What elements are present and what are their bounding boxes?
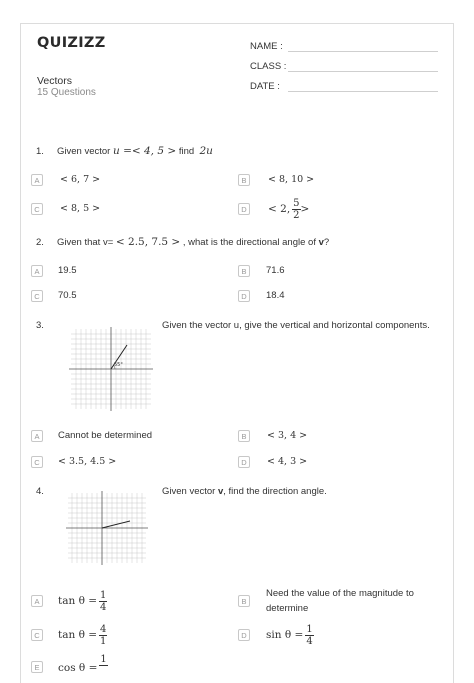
question-3-text: Given the vector u, give the vertical and horizontal components. <box>162 320 430 331</box>
option-letter-badge: D <box>238 290 250 302</box>
class-line <box>288 71 438 72</box>
option-text: Cannot be determined <box>58 430 153 441</box>
option-letter-badge: C <box>31 290 43 302</box>
name-label: NAME : <box>250 41 283 52</box>
option-text <box>266 619 314 651</box>
name-line <box>288 51 438 52</box>
option-text-post: > <box>300 203 310 215</box>
option-letter-badge: D <box>238 203 250 215</box>
option-text: < 8, 5 > <box>60 203 101 214</box>
fraction-numerator: 5 <box>293 197 300 209</box>
option-letter-badge: C <box>31 203 43 215</box>
fraction-denominator: 2 <box>293 209 300 221</box>
option-letter-badge: E <box>31 661 43 673</box>
option-text: < 6, 7 > <box>60 174 101 185</box>
option-text <box>58 654 108 674</box>
question-number: 3. <box>36 320 44 331</box>
fraction <box>305 624 313 647</box>
question-text: Given vector <box>162 486 218 497</box>
option-text-pre: tan θ = <box>58 629 98 641</box>
fraction <box>99 624 107 647</box>
date-field[interactable] <box>250 81 280 92</box>
worksheet-title: Vectors <box>37 75 73 87</box>
option-letter-badge: B <box>238 430 250 442</box>
option-text: < 3.5, 4.5 > <box>58 456 117 467</box>
option-letter-badge: C <box>31 629 43 641</box>
option-text-line-1: Need the value of the magnitude to <box>266 588 414 599</box>
question-bold: v <box>318 237 324 248</box>
option-text: < 4, 3 > <box>267 456 308 467</box>
option-letter-badge: A <box>31 595 43 607</box>
option-letter-badge: B <box>238 265 250 277</box>
class-field[interactable] <box>250 61 286 72</box>
question-math: < 2.5, 7.5 > <box>115 236 181 248</box>
question-number: 1. <box>36 146 44 157</box>
option-text: < 8, 10 > <box>268 174 315 185</box>
option-text: 19.5 <box>58 265 77 276</box>
fraction-numerator: 1 <box>100 589 107 601</box>
name-field[interactable] <box>250 41 283 52</box>
question-math: 2u <box>199 145 213 157</box>
quizizz-logo: QUIZIZZ <box>37 35 106 51</box>
option-text-pre: < 2, <box>268 203 291 215</box>
fraction-numerator: 1 <box>306 623 313 635</box>
fraction <box>99 590 107 613</box>
question-text: Given vector <box>57 146 113 157</box>
coordinate-grid-graph <box>66 324 156 414</box>
question-number: 4. <box>36 486 44 497</box>
vector-v <box>102 521 130 528</box>
option-letter-badge: B <box>238 595 250 607</box>
option-letter-badge: A <box>31 430 43 442</box>
option-letter-badge: D <box>238 629 250 641</box>
question-math: u =< 4, 5 > <box>112 145 177 157</box>
date-line <box>288 91 438 92</box>
fraction-denominator: 1 <box>100 635 107 647</box>
option-text: 18.4 <box>266 290 285 301</box>
option-letter-badge: C <box>31 456 43 468</box>
option-text-pre: cos θ = <box>58 662 98 674</box>
fraction-numerator: 1 <box>100 654 107 665</box>
option-text <box>58 619 107 651</box>
question-1-text <box>57 145 213 157</box>
class-label: CLASS : <box>250 61 287 72</box>
question-2-text <box>57 236 329 248</box>
option-text <box>58 585 107 617</box>
question-text: , what is the directional angle of <box>180 237 319 248</box>
question-text: find <box>176 146 197 157</box>
option-text: 70.5 <box>58 290 77 301</box>
option-text-line-2: determine <box>266 603 309 614</box>
option-text-pre: tan θ = <box>58 595 98 607</box>
option-letter-badge: A <box>31 265 43 277</box>
option-letter-badge: B <box>238 174 250 186</box>
question-number: 2. <box>36 237 44 248</box>
fraction-numerator: 4 <box>100 623 107 635</box>
option-text <box>268 193 309 225</box>
fraction <box>99 654 107 666</box>
question-bold: v <box>217 486 224 497</box>
fraction <box>292 198 300 221</box>
option-text: < 3, 4 > <box>267 430 308 441</box>
fraction-denominator: 4 <box>100 601 107 613</box>
option-letter-badge: D <box>238 456 250 468</box>
question-4-text <box>162 486 327 497</box>
worksheet-question-count: 15 Questions <box>37 87 96 98</box>
date-label: DATE : <box>250 81 280 92</box>
question-text: ? <box>323 237 330 248</box>
question-text: , find the direction angle. <box>223 486 327 497</box>
option-text-pre: sin θ = <box>266 629 304 641</box>
question-text: Given that v= <box>57 237 116 248</box>
coordinate-grid-graph <box>64 489 150 567</box>
fraction-denominator: 4 <box>306 635 313 647</box>
option-letter-badge: A <box>31 174 43 186</box>
angle-label: 55° <box>114 362 123 368</box>
option-text: 71.6 <box>266 265 285 276</box>
